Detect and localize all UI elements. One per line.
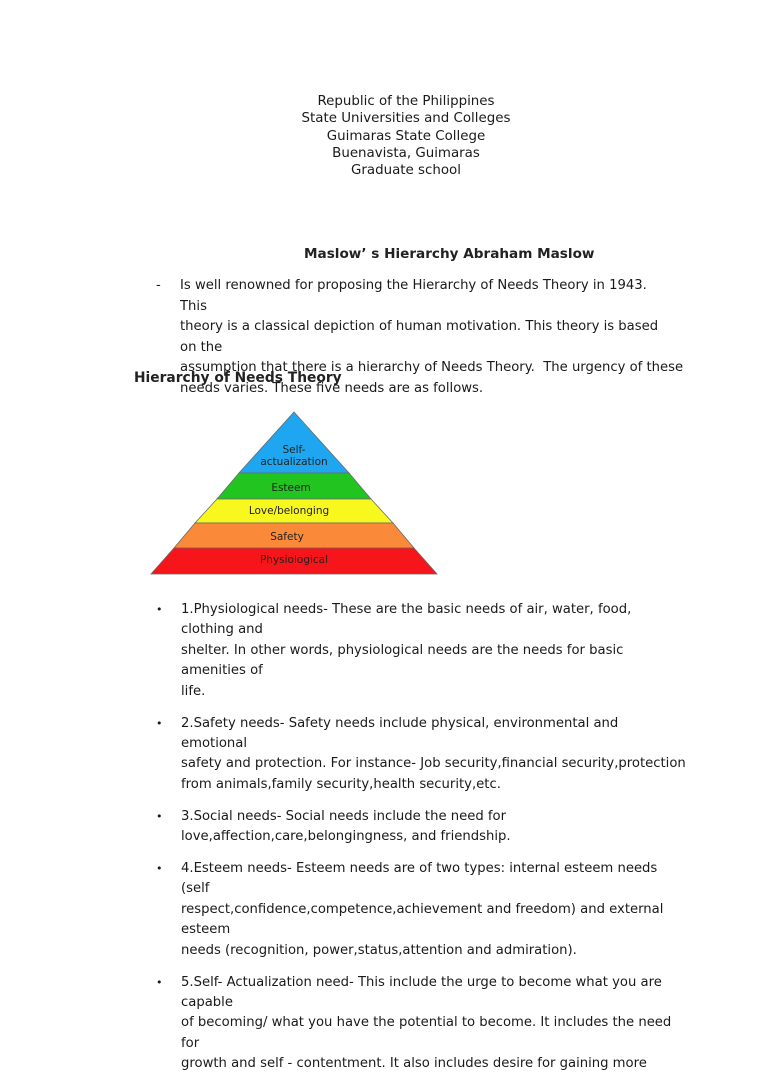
pyramid-label-esteem: Esteem (271, 482, 311, 494)
intro-line: needs varies. These five needs are as follows. (180, 380, 484, 396)
list-item-text (181, 714, 686, 796)
list-item-line: 1.Physiological needs- These are the basic needs of air, water, food, clothing and (181, 602, 632, 638)
list-item-line: 2.Safety needs- Safety needs include physical, environmental and emotional (181, 715, 619, 751)
list-item-line: 4.Esteem needs- Esteem needs are of two types: internal esteem needs (self (181, 860, 658, 897)
header-line-republic: Republic of the Philippines (317, 94, 495, 109)
pyramid-label-love-belonging: Love/belonging (248, 505, 330, 517)
list-item-line: respect,confidence,competence,achievement and freedom) and external esteem (181, 901, 664, 938)
list-item (156, 600, 686, 702)
list-item-text (181, 807, 686, 848)
list-item-line: of becoming/ what you have the potential to become. It includes the need for (181, 1015, 672, 1051)
maslow-pyramid-diagram (148, 410, 440, 576)
document-title: Maslow’ s Hierarchy Abraham Maslow (304, 246, 595, 262)
list-item (156, 714, 686, 796)
bullet-marker: • (156, 809, 163, 823)
list-item-line: 3.Social needs- Social needs include the need for (181, 808, 507, 824)
list-item-line: love,affection,care,belongingness, and friendship. (181, 829, 511, 845)
bullet-marker: • (156, 716, 163, 730)
list-item-text (181, 600, 686, 702)
intro-dash: - (156, 278, 161, 293)
list-item-line: needs (recognition, power,status,attention and admiration). (181, 942, 577, 958)
list-item-line: safety and protection. For instance- Job security,financial security,protection (181, 756, 686, 772)
intro-line: Is well renowned for proposing the Hierarchy of Needs Theory in 1943. This (180, 278, 647, 314)
header-line-school: Graduate school (351, 163, 461, 179)
pyramid-label-safety: Safety (270, 531, 304, 543)
list-item-line: shelter. In other words, physiological needs are the needs for basic amenities of (181, 642, 624, 679)
list-item-line: from animals,family security,health security,etc. (181, 776, 501, 792)
bullet-marker: • (156, 975, 163, 989)
list-item-text (181, 859, 686, 961)
header-line-college: Guimaras State College (326, 128, 486, 144)
list-item (156, 807, 686, 848)
header-line-suc: State Universities and Colleges (301, 111, 511, 127)
pyramid-label-self: Self- (282, 444, 306, 456)
section-heading: Hierarchy of Needs Theory (134, 370, 342, 386)
pyramid-label-actualization: actualization (260, 456, 328, 468)
bullet-marker: • (156, 861, 163, 875)
pyramid-label-physiological: Physiological (259, 554, 329, 566)
list-item-line: 5.Self- Actualization need- This include the urge to become what you are capable (181, 974, 662, 1010)
header-line-address: Buenavista, Guimaras (332, 145, 480, 161)
list-item (156, 859, 686, 961)
intro-line: theory is a classical depiction of human motivation. This theory is based on the (180, 319, 659, 355)
list-item-line: growth and self - contentment. It also includes desire for gaining more (181, 1056, 647, 1072)
bullet-marker: • (156, 603, 163, 616)
intro-line: assumption that there is a hierarchy of Needs Theory. The urgency of these (180, 360, 684, 376)
institution-header (0, 93, 768, 179)
list-item-line: life. (181, 683, 206, 699)
needs-list (156, 600, 686, 1086)
